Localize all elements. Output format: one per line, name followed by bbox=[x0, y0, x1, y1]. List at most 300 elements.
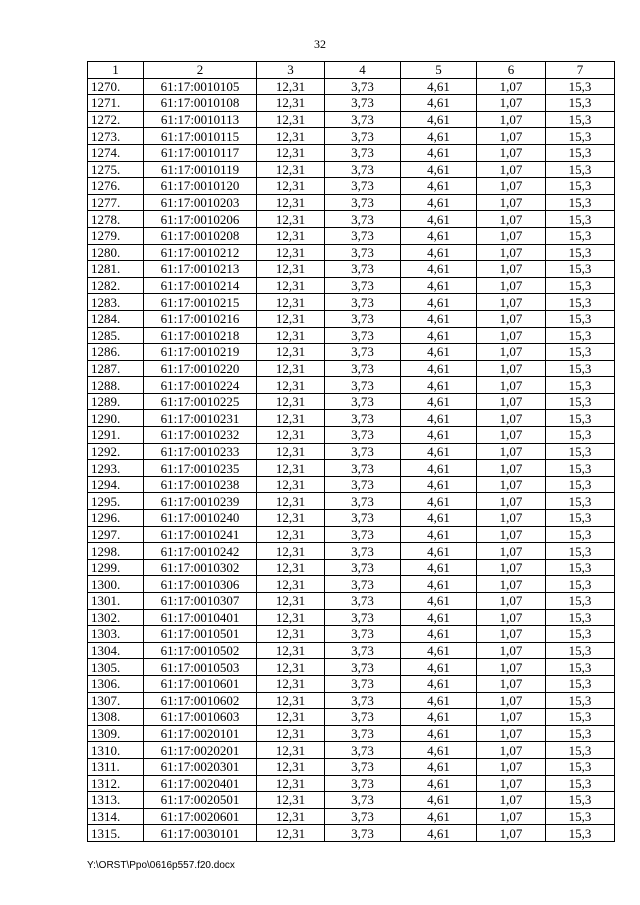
table-cell-col3: 12,31 bbox=[257, 609, 325, 626]
table-cell-col5: 4,61 bbox=[401, 659, 477, 676]
table-cell-col4: 3,73 bbox=[325, 758, 401, 775]
table-cell-col1: 1292. bbox=[88, 443, 144, 460]
table-cell-col7: 15,3 bbox=[546, 675, 615, 692]
table-cell-col7: 15,3 bbox=[546, 758, 615, 775]
table-cell-col2: 61:17:0010238 bbox=[144, 476, 257, 493]
table-row bbox=[88, 675, 615, 692]
table-cell-col1: 1295. bbox=[88, 493, 144, 510]
table-cell-col6: 1,07 bbox=[477, 261, 546, 278]
table-cell-col6: 1,07 bbox=[477, 294, 546, 311]
table-cell-col5: 4,61 bbox=[401, 742, 477, 759]
table-cell-col5: 4,61 bbox=[401, 194, 477, 211]
table-cell-col6: 1,07 bbox=[477, 675, 546, 692]
table-cell-col2: 61:17:0010232 bbox=[144, 427, 257, 444]
table-cell-col2: 61:17:0020101 bbox=[144, 725, 257, 742]
table-cell-col2: 61:17:0020301 bbox=[144, 758, 257, 775]
table-row bbox=[88, 344, 615, 361]
table-cell-col4: 3,73 bbox=[325, 344, 401, 361]
table-row bbox=[88, 626, 615, 643]
table-row bbox=[88, 161, 615, 178]
table-cell-col5: 4,61 bbox=[401, 277, 477, 294]
table-cell-col7: 15,3 bbox=[546, 211, 615, 228]
table-cell-col5: 4,61 bbox=[401, 526, 477, 543]
table-cell-col5: 4,61 bbox=[401, 510, 477, 527]
table-row bbox=[88, 194, 615, 211]
table-cell-col7: 15,3 bbox=[546, 493, 615, 510]
table-cell-col3: 12,31 bbox=[257, 792, 325, 809]
table-cell-col2: 61:17:0010401 bbox=[144, 609, 257, 626]
table-cell-col6: 1,07 bbox=[477, 344, 546, 361]
table-cell-col2: 61:17:0010233 bbox=[144, 443, 257, 460]
table-cell-col6: 1,07 bbox=[477, 709, 546, 726]
table-cell-col1: 1300. bbox=[88, 576, 144, 593]
table-cell-col6: 1,07 bbox=[477, 211, 546, 228]
table-cell-col5: 4,61 bbox=[401, 709, 477, 726]
table-cell-col5: 4,61 bbox=[401, 576, 477, 593]
table-cell-col1: 1271. bbox=[88, 95, 144, 112]
table-cell-col2: 61:17:0020401 bbox=[144, 775, 257, 792]
table-cell-col1: 1275. bbox=[88, 161, 144, 178]
column-header-2: 2 bbox=[144, 62, 257, 79]
table-cell-col2: 61:17:0010235 bbox=[144, 460, 257, 477]
table-cell-col3: 12,31 bbox=[257, 626, 325, 643]
table-cell-col3: 12,31 bbox=[257, 178, 325, 195]
table-cell-col4: 3,73 bbox=[325, 161, 401, 178]
table-cell-col4: 3,73 bbox=[325, 493, 401, 510]
table-cell-col3: 12,31 bbox=[257, 692, 325, 709]
table-cell-col4: 3,73 bbox=[325, 526, 401, 543]
table-cell-col3: 12,31 bbox=[257, 675, 325, 692]
table-cell-col5: 4,61 bbox=[401, 310, 477, 327]
table-cell-col3: 12,31 bbox=[257, 576, 325, 593]
table-cell-col4: 3,73 bbox=[325, 327, 401, 344]
table-cell-col6: 1,07 bbox=[477, 808, 546, 825]
table-cell-col6: 1,07 bbox=[477, 178, 546, 195]
table-cell-col1: 1283. bbox=[88, 294, 144, 311]
table-cell-col2: 61:17:0010117 bbox=[144, 144, 257, 161]
table-cell-col5: 4,61 bbox=[401, 758, 477, 775]
table-cell-col2: 61:17:0010225 bbox=[144, 393, 257, 410]
table-row bbox=[88, 742, 615, 759]
table-cell-col7: 15,3 bbox=[546, 427, 615, 444]
table-row bbox=[88, 526, 615, 543]
table-cell-col3: 12,31 bbox=[257, 642, 325, 659]
table-row bbox=[88, 559, 615, 576]
table-row bbox=[88, 642, 615, 659]
table-cell-col3: 12,31 bbox=[257, 559, 325, 576]
table-cell-col2: 61:17:0010212 bbox=[144, 244, 257, 261]
table-cell-col4: 3,73 bbox=[325, 178, 401, 195]
table-cell-col5: 4,61 bbox=[401, 211, 477, 228]
table-cell-col3: 12,31 bbox=[257, 476, 325, 493]
table-cell-col5: 4,61 bbox=[401, 360, 477, 377]
table-cell-col5: 4,61 bbox=[401, 144, 477, 161]
table-cell-col5: 4,61 bbox=[401, 460, 477, 477]
table-cell-col6: 1,07 bbox=[477, 377, 546, 394]
table-cell-col7: 15,3 bbox=[546, 476, 615, 493]
table-cell-col5: 4,61 bbox=[401, 178, 477, 195]
table-cell-col4: 3,73 bbox=[325, 443, 401, 460]
table-cell-col4: 3,73 bbox=[325, 725, 401, 742]
table-cell-col3: 12,31 bbox=[257, 709, 325, 726]
table-cell-col4: 3,73 bbox=[325, 642, 401, 659]
table-cell-col2: 61:17:0010214 bbox=[144, 277, 257, 294]
table-cell-col6: 1,07 bbox=[477, 78, 546, 95]
table-cell-col1: 1315. bbox=[88, 825, 144, 842]
table-cell-col4: 3,73 bbox=[325, 194, 401, 211]
table-cell-col5: 4,61 bbox=[401, 161, 477, 178]
table-cell-col2: 61:17:0010206 bbox=[144, 211, 257, 228]
table-cell-col5: 4,61 bbox=[401, 825, 477, 842]
table-cell-col5: 4,61 bbox=[401, 725, 477, 742]
table-cell-col1: 1309. bbox=[88, 725, 144, 742]
table-row bbox=[88, 244, 615, 261]
table-row bbox=[88, 178, 615, 195]
table-cell-col1: 1278. bbox=[88, 211, 144, 228]
table-row bbox=[88, 758, 615, 775]
table-cell-col6: 1,07 bbox=[477, 493, 546, 510]
table-cell-col7: 15,3 bbox=[546, 95, 615, 112]
table-cell-col4: 3,73 bbox=[325, 593, 401, 610]
table-cell-col6: 1,07 bbox=[477, 244, 546, 261]
table-cell-col4: 3,73 bbox=[325, 277, 401, 294]
table-cell-col4: 3,73 bbox=[325, 775, 401, 792]
table-cell-col6: 1,07 bbox=[477, 825, 546, 842]
table-row bbox=[88, 709, 615, 726]
table-cell-col5: 4,61 bbox=[401, 692, 477, 709]
table-cell-col4: 3,73 bbox=[325, 227, 401, 244]
table-cell-col6: 1,07 bbox=[477, 775, 546, 792]
table-cell-col1: 1306. bbox=[88, 675, 144, 692]
table-cell-col7: 15,3 bbox=[546, 742, 615, 759]
table-cell-col6: 1,07 bbox=[477, 576, 546, 593]
table-cell-col1: 1308. bbox=[88, 709, 144, 726]
table-cell-col2: 61:17:0010601 bbox=[144, 675, 257, 692]
table-cell-col2: 61:17:0010220 bbox=[144, 360, 257, 377]
table-cell-col7: 15,3 bbox=[546, 792, 615, 809]
table-cell-col4: 3,73 bbox=[325, 476, 401, 493]
table-cell-col3: 12,31 bbox=[257, 775, 325, 792]
table-cell-col7: 15,3 bbox=[546, 261, 615, 278]
table-cell-col7: 15,3 bbox=[546, 543, 615, 560]
table-cell-col6: 1,07 bbox=[477, 95, 546, 112]
table-cell-col5: 4,61 bbox=[401, 261, 477, 278]
table-row bbox=[88, 327, 615, 344]
table-cell-col7: 15,3 bbox=[546, 410, 615, 427]
table-cell-col5: 4,61 bbox=[401, 808, 477, 825]
table-cell-col2: 61:17:0010113 bbox=[144, 111, 257, 128]
table-cell-col2: 61:17:0010307 bbox=[144, 593, 257, 610]
table-cell-col4: 3,73 bbox=[325, 144, 401, 161]
table-cell-col6: 1,07 bbox=[477, 543, 546, 560]
table-cell-col1: 1311. bbox=[88, 758, 144, 775]
table-row bbox=[88, 78, 615, 95]
table-cell-col1: 1314. bbox=[88, 808, 144, 825]
table-cell-col6: 1,07 bbox=[477, 128, 546, 145]
table-cell-col3: 12,31 bbox=[257, 393, 325, 410]
table-cell-col7: 15,3 bbox=[546, 526, 615, 543]
table-cell-col3: 12,31 bbox=[257, 493, 325, 510]
table-cell-col2: 61:17:0010108 bbox=[144, 95, 257, 112]
table-cell-col1: 1272. bbox=[88, 111, 144, 128]
table-cell-col5: 4,61 bbox=[401, 642, 477, 659]
table-cell-col4: 3,73 bbox=[325, 261, 401, 278]
table-row bbox=[88, 593, 615, 610]
table-cell-col2: 61:17:0010105 bbox=[144, 78, 257, 95]
table-cell-col4: 3,73 bbox=[325, 543, 401, 560]
table-cell-col2: 61:17:0010501 bbox=[144, 626, 257, 643]
table-cell-col2: 61:17:0010242 bbox=[144, 543, 257, 560]
table-cell-col1: 1282. bbox=[88, 277, 144, 294]
column-header-6: 6 bbox=[477, 62, 546, 79]
table-cell-col4: 3,73 bbox=[325, 709, 401, 726]
table-cell-col3: 12,31 bbox=[257, 144, 325, 161]
table-cell-col5: 4,61 bbox=[401, 344, 477, 361]
table-cell-col2: 61:17:0010241 bbox=[144, 526, 257, 543]
table-cell-col3: 12,31 bbox=[257, 360, 325, 377]
table-cell-col5: 4,61 bbox=[401, 294, 477, 311]
table-cell-col2: 61:17:0010239 bbox=[144, 493, 257, 510]
table-header-row bbox=[88, 62, 615, 79]
table-cell-col6: 1,07 bbox=[477, 460, 546, 477]
table-cell-col7: 15,3 bbox=[546, 825, 615, 842]
table-cell-col4: 3,73 bbox=[325, 609, 401, 626]
table-cell-col6: 1,07 bbox=[477, 692, 546, 709]
table-cell-col5: 4,61 bbox=[401, 476, 477, 493]
table-cell-col5: 4,61 bbox=[401, 675, 477, 692]
table-cell-col7: 15,3 bbox=[546, 709, 615, 726]
table-cell-col6: 1,07 bbox=[477, 443, 546, 460]
table-cell-col6: 1,07 bbox=[477, 526, 546, 543]
table-cell-col1: 1305. bbox=[88, 659, 144, 676]
table-row bbox=[88, 792, 615, 809]
table-cell-col4: 3,73 bbox=[325, 692, 401, 709]
table-cell-col4: 3,73 bbox=[325, 111, 401, 128]
table-cell-col3: 12,31 bbox=[257, 294, 325, 311]
table-cell-col7: 15,3 bbox=[546, 78, 615, 95]
table-row bbox=[88, 111, 615, 128]
table-cell-col1: 1284. bbox=[88, 310, 144, 327]
table-cell-col6: 1,07 bbox=[477, 227, 546, 244]
table-cell-col1: 1312. bbox=[88, 775, 144, 792]
table-cell-col4: 3,73 bbox=[325, 510, 401, 527]
table-cell-col4: 3,73 bbox=[325, 792, 401, 809]
table-cell-col2: 61:17:0010213 bbox=[144, 261, 257, 278]
table-cell-col7: 15,3 bbox=[546, 559, 615, 576]
table-cell-col6: 1,07 bbox=[477, 659, 546, 676]
table-cell-col5: 4,61 bbox=[401, 227, 477, 244]
table-cell-col2: 61:17:0010231 bbox=[144, 410, 257, 427]
table-cell-col1: 1302. bbox=[88, 609, 144, 626]
table-cell-col3: 12,31 bbox=[257, 593, 325, 610]
table-cell-col1: 1270. bbox=[88, 78, 144, 95]
table-cell-col6: 1,07 bbox=[477, 725, 546, 742]
table-cell-col3: 12,31 bbox=[257, 410, 325, 427]
column-header-4: 4 bbox=[325, 62, 401, 79]
table-cell-col3: 12,31 bbox=[257, 742, 325, 759]
table-cell-col5: 4,61 bbox=[401, 609, 477, 626]
table-cell-col3: 12,31 bbox=[257, 78, 325, 95]
table-cell-col4: 3,73 bbox=[325, 78, 401, 95]
table-cell-col3: 12,31 bbox=[257, 808, 325, 825]
table-cell-col3: 12,31 bbox=[257, 443, 325, 460]
table-cell-col6: 1,07 bbox=[477, 161, 546, 178]
table-row bbox=[88, 211, 615, 228]
table-cell-col4: 3,73 bbox=[325, 294, 401, 311]
table-row bbox=[88, 659, 615, 676]
table-cell-col4: 3,73 bbox=[325, 410, 401, 427]
data-table bbox=[87, 61, 615, 842]
table-cell-col2: 61:17:0010503 bbox=[144, 659, 257, 676]
table-cell-col1: 1277. bbox=[88, 194, 144, 211]
table-cell-col3: 12,31 bbox=[257, 758, 325, 775]
table-cell-col6: 1,07 bbox=[477, 360, 546, 377]
table-cell-col7: 15,3 bbox=[546, 609, 615, 626]
table-cell-col4: 3,73 bbox=[325, 675, 401, 692]
table-cell-col5: 4,61 bbox=[401, 128, 477, 145]
table-cell-col1: 1298. bbox=[88, 543, 144, 560]
table-cell-col5: 4,61 bbox=[401, 593, 477, 610]
table-cell-col7: 15,3 bbox=[546, 725, 615, 742]
table-row bbox=[88, 360, 615, 377]
table-cell-col6: 1,07 bbox=[477, 742, 546, 759]
document-file-path: Y:\ORST\Ppo\0616p557.f20.docx bbox=[87, 860, 235, 871]
table-cell-col3: 12,31 bbox=[257, 211, 325, 228]
table-cell-col4: 3,73 bbox=[325, 244, 401, 261]
table-cell-col1: 1273. bbox=[88, 128, 144, 145]
table-cell-col3: 12,31 bbox=[257, 427, 325, 444]
table-cell-col4: 3,73 bbox=[325, 211, 401, 228]
table-row bbox=[88, 443, 615, 460]
table-cell-col4: 3,73 bbox=[325, 128, 401, 145]
table-cell-col2: 61:17:0010306 bbox=[144, 576, 257, 593]
table-cell-col7: 15,3 bbox=[546, 227, 615, 244]
table-cell-col6: 1,07 bbox=[477, 393, 546, 410]
table-cell-col1: 1281. bbox=[88, 261, 144, 278]
table-cell-col7: 15,3 bbox=[546, 111, 615, 128]
table-cell-col2: 61:17:0030101 bbox=[144, 825, 257, 842]
table-cell-col6: 1,07 bbox=[477, 410, 546, 427]
table-cell-col1: 1296. bbox=[88, 510, 144, 527]
table-cell-col1: 1280. bbox=[88, 244, 144, 261]
table-cell-col1: 1289. bbox=[88, 393, 144, 410]
table-cell-col3: 12,31 bbox=[257, 327, 325, 344]
table-cell-col2: 61:17:0010219 bbox=[144, 344, 257, 361]
table-cell-col6: 1,07 bbox=[477, 427, 546, 444]
table-cell-col5: 4,61 bbox=[401, 111, 477, 128]
table-cell-col3: 12,31 bbox=[257, 526, 325, 543]
table-cell-col6: 1,07 bbox=[477, 277, 546, 294]
table-cell-col1: 1290. bbox=[88, 410, 144, 427]
column-header-1: 1 bbox=[88, 62, 144, 79]
table-cell-col4: 3,73 bbox=[325, 377, 401, 394]
table-cell-col3: 12,31 bbox=[257, 543, 325, 560]
table-cell-col1: 1310. bbox=[88, 742, 144, 759]
table-row bbox=[88, 277, 615, 294]
table-cell-col1: 1287. bbox=[88, 360, 144, 377]
table-cell-col4: 3,73 bbox=[325, 659, 401, 676]
table-cell-col5: 4,61 bbox=[401, 626, 477, 643]
table-cell-col2: 61:17:0010115 bbox=[144, 128, 257, 145]
table-cell-col2: 61:17:0010216 bbox=[144, 310, 257, 327]
table-cell-col3: 12,31 bbox=[257, 194, 325, 211]
table-cell-col1: 1288. bbox=[88, 377, 144, 394]
table-cell-col4: 3,73 bbox=[325, 808, 401, 825]
table-cell-col7: 15,3 bbox=[546, 576, 615, 593]
table-cell-col5: 4,61 bbox=[401, 327, 477, 344]
table-cell-col3: 12,31 bbox=[257, 261, 325, 278]
table-row bbox=[88, 227, 615, 244]
table-cell-col7: 15,3 bbox=[546, 178, 615, 195]
table-cell-col7: 15,3 bbox=[546, 128, 615, 145]
table-cell-col3: 12,31 bbox=[257, 310, 325, 327]
table-cell-col4: 3,73 bbox=[325, 460, 401, 477]
table-cell-col5: 4,61 bbox=[401, 95, 477, 112]
table-cell-col6: 1,07 bbox=[477, 758, 546, 775]
table-cell-col7: 15,3 bbox=[546, 460, 615, 477]
page-number: 32 bbox=[314, 37, 326, 51]
table-cell-col7: 15,3 bbox=[546, 310, 615, 327]
table-cell-col1: 1279. bbox=[88, 227, 144, 244]
table-cell-col1: 1304. bbox=[88, 642, 144, 659]
table-row bbox=[88, 144, 615, 161]
table-cell-col1: 1301. bbox=[88, 593, 144, 610]
table-cell-col2: 61:17:0010203 bbox=[144, 194, 257, 211]
table-cell-col6: 1,07 bbox=[477, 593, 546, 610]
table-cell-col1: 1274. bbox=[88, 144, 144, 161]
table-row bbox=[88, 460, 615, 477]
table-cell-col4: 3,73 bbox=[325, 360, 401, 377]
table-cell-col5: 4,61 bbox=[401, 775, 477, 792]
table-cell-col3: 12,31 bbox=[257, 460, 325, 477]
table-cell-col1: 1299. bbox=[88, 559, 144, 576]
table-cell-col1: 1313. bbox=[88, 792, 144, 809]
table-cell-col2: 61:17:0010302 bbox=[144, 559, 257, 576]
table-row bbox=[88, 294, 615, 311]
table-cell-col2: 61:17:0010240 bbox=[144, 510, 257, 527]
table-cell-col6: 1,07 bbox=[477, 327, 546, 344]
table-cell-col7: 15,3 bbox=[546, 244, 615, 261]
table-cell-col5: 4,61 bbox=[401, 393, 477, 410]
table-cell-col3: 12,31 bbox=[257, 277, 325, 294]
table-cell-col7: 15,3 bbox=[546, 194, 615, 211]
table-row bbox=[88, 692, 615, 709]
table-cell-col6: 1,07 bbox=[477, 510, 546, 527]
table-cell-col5: 4,61 bbox=[401, 427, 477, 444]
table-cell-col1: 1297. bbox=[88, 526, 144, 543]
table-body bbox=[88, 78, 615, 841]
table-cell-col6: 1,07 bbox=[477, 144, 546, 161]
table-cell-col4: 3,73 bbox=[325, 626, 401, 643]
table-row bbox=[88, 393, 615, 410]
table-row bbox=[88, 493, 615, 510]
table-cell-col7: 15,3 bbox=[546, 659, 615, 676]
table-cell-col7: 15,3 bbox=[546, 642, 615, 659]
table-row bbox=[88, 609, 615, 626]
table-cell-col7: 15,3 bbox=[546, 808, 615, 825]
table-row bbox=[88, 725, 615, 742]
table-row bbox=[88, 310, 615, 327]
table-cell-col2: 61:17:0010218 bbox=[144, 327, 257, 344]
table-cell-col1: 1303. bbox=[88, 626, 144, 643]
table-cell-col2: 61:17:0010120 bbox=[144, 178, 257, 195]
table-cell-col6: 1,07 bbox=[477, 559, 546, 576]
table-row bbox=[88, 543, 615, 560]
table-cell-col7: 15,3 bbox=[546, 775, 615, 792]
table-cell-col7: 15,3 bbox=[546, 443, 615, 460]
table-cell-col3: 12,31 bbox=[257, 95, 325, 112]
table-cell-col7: 15,3 bbox=[546, 393, 615, 410]
